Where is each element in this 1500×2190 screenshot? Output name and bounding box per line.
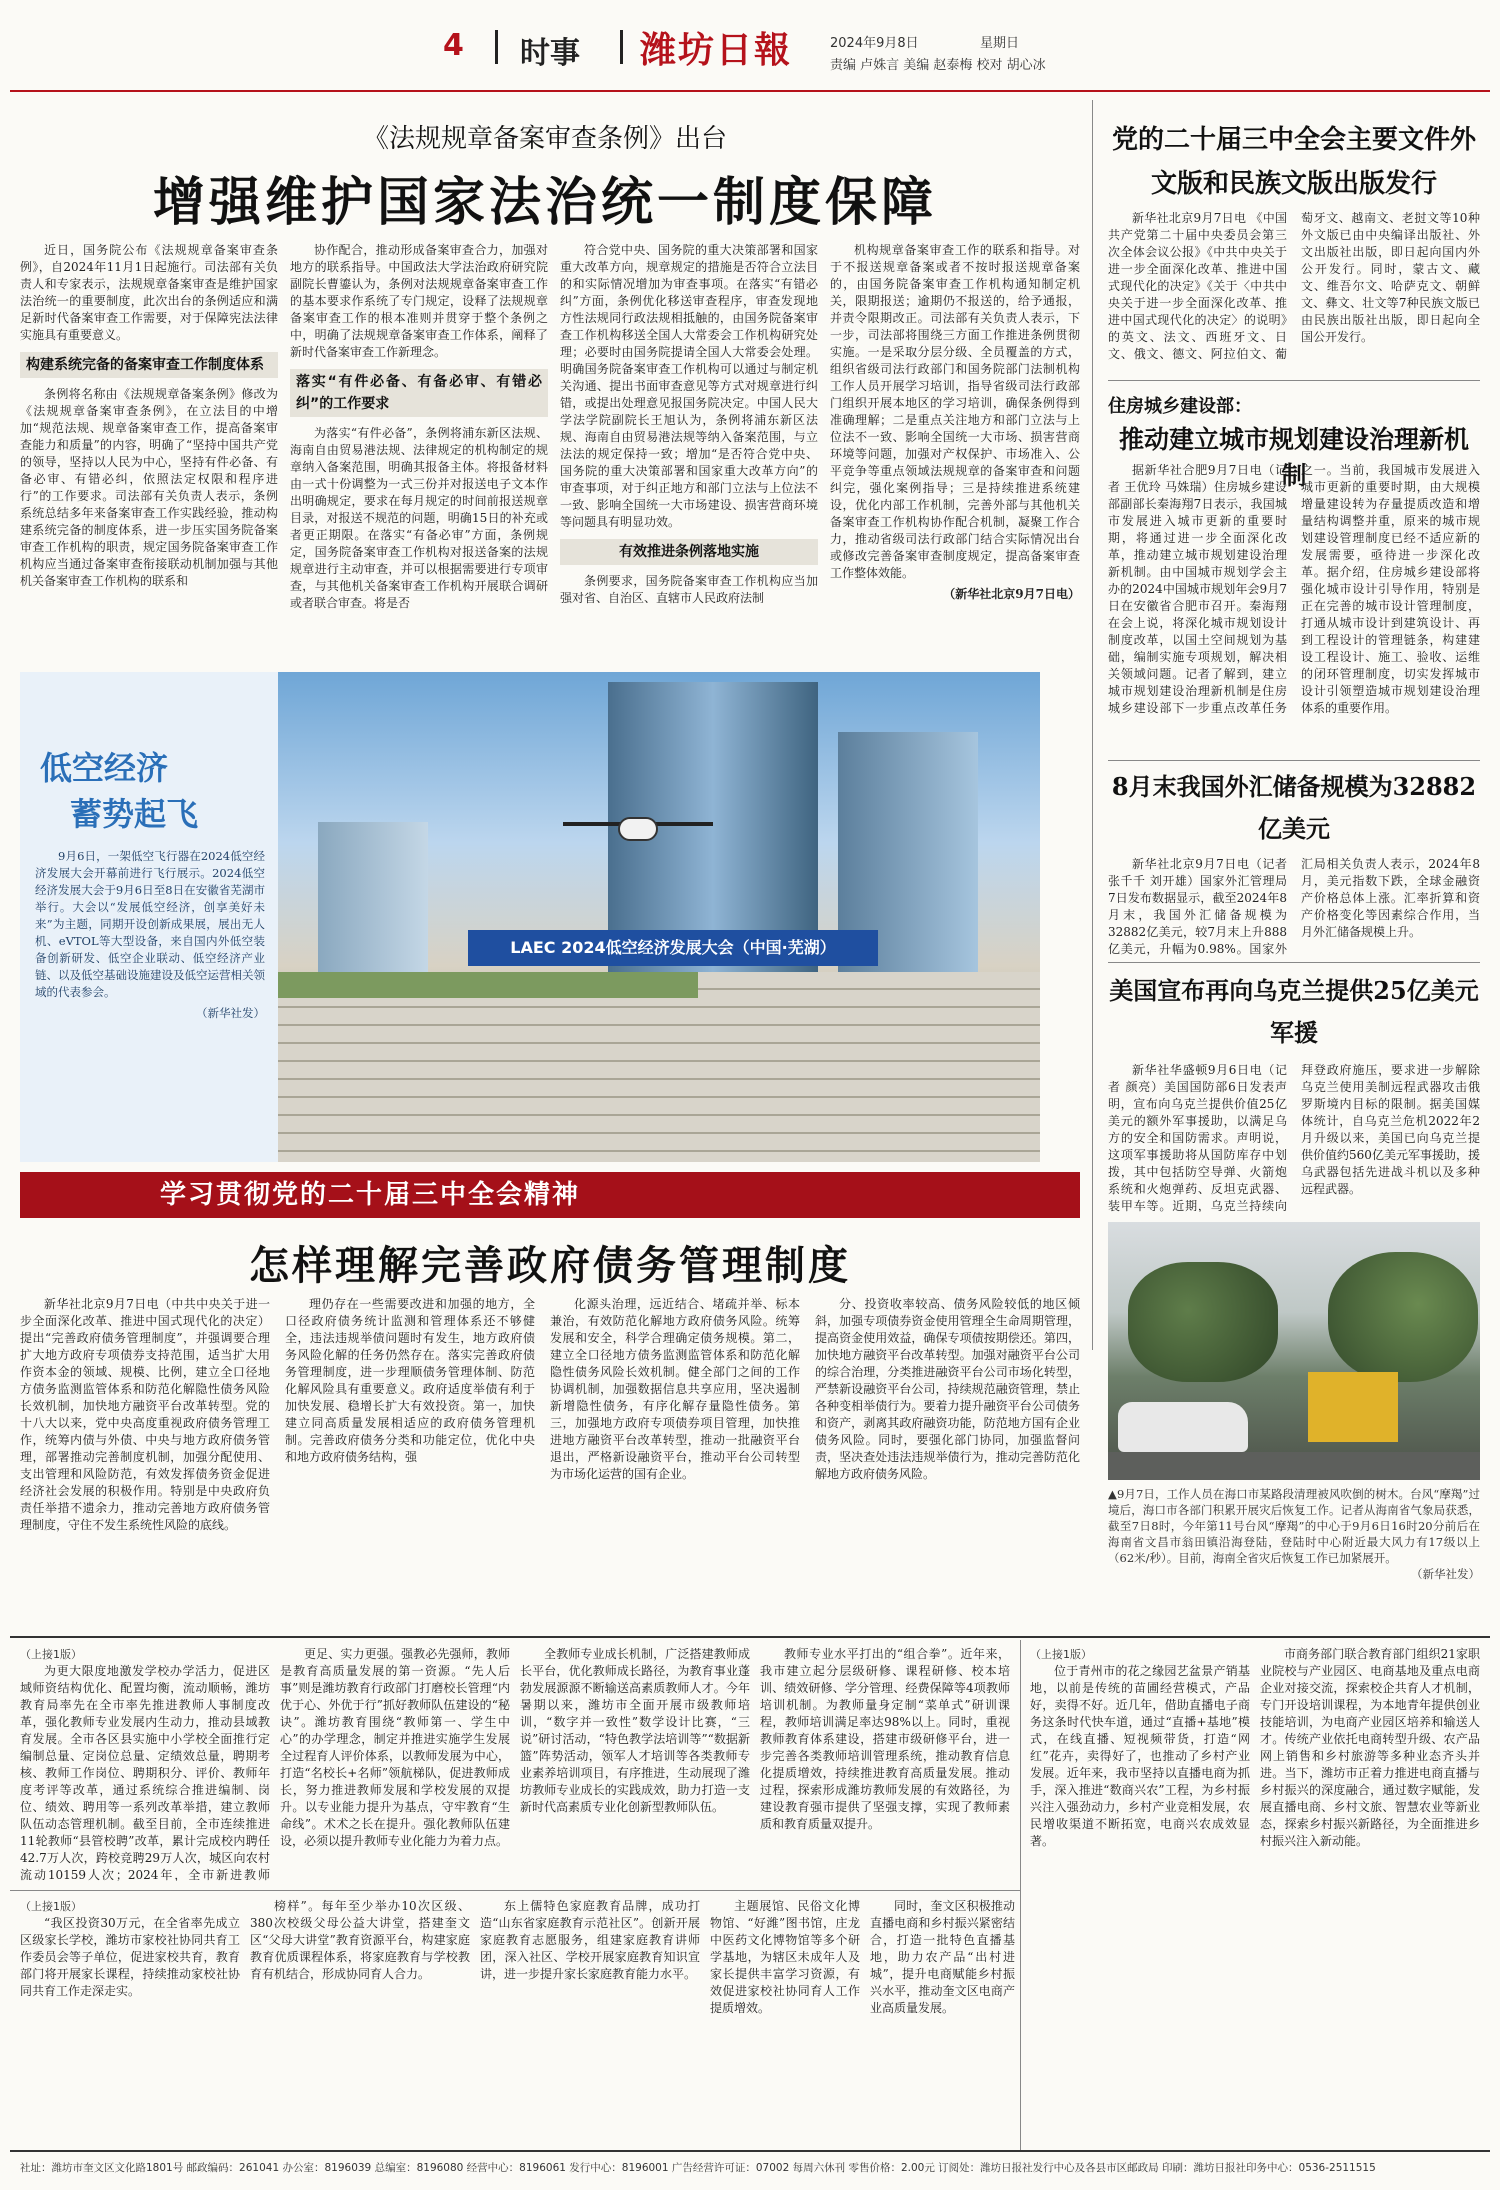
fallen-tree xyxy=(1328,1252,1478,1382)
paper-logo: 潍坊日報 xyxy=(640,29,793,71)
lead-body-2b: 为落实“有件必备”，条例将浦东新区法规、海南自由贸易港法规、法律规定的机构制定的规章纳入备案范围，明确其报备主体。将报备材料由一式十份调整为一式三份并对报送电子文本作出明确规定，要求在每月规定的时间前报送规章目录，对报送不规范的问题，明确15日的补充或者更正期限。在落实“有备必审”方面，条例规定，国务院备案审查工作机构对报送备案的法规规章进行主动审查，并可以根据需要进行专项审查，与其他机关备案审查工作机构开展联合调研或者联合审查。将是否 xyxy=(290,426,548,610)
typhoon-credit: （新华社发） xyxy=(1411,1567,1480,1581)
issue-date: 2024年9月8日 xyxy=(830,36,919,51)
lead-column-3 xyxy=(560,242,818,652)
lead-body-3: 符合党中央、国务院的重大决策部署和国家重大改革方向，规章规定的措施是否符合立法目的和实际情况增加为审查事项。在落实“有错必纠”方面，条例优化移送审查程序，审查发现地方性法规同行政法规相抵触的，由国务院备案审查工作机构移送全国人大常委会工作机构研究处理；必要时由国务院提请全国人大常委会处理。明确国务院备案审查工作机构可以通过与制定机关沟通、提出书面审查意见等方式对规章进行纠错，或提出处理意见报国务院决定。中国人民大学法学院副院长王旭认为，条例将浦东新区法规、海南自由贸易港法规等纳入备案范围，与立法法的规定保持一致；增加“是否符合党中央、国务院的重大决策部署和国家重大改革方向”的审查事项，对于纠正地方和部门立法与上位法不一致、影响全国统一大市场建设、损害营商环境等问题具有明显功效。 xyxy=(560,243,818,529)
story1-body xyxy=(1108,210,1480,370)
photo-story-title-line-1: 低空经济 xyxy=(40,749,169,787)
masthead-divider xyxy=(495,30,498,64)
lower-left-text-4: 教师专业水平打出的“组合拳”。近年来，我市建立起分层级研修、课程研修、校本培训、绩效研修、学分管理、经费保障等4项教师培训机制。为教师量身定制“菜单式”研训课程，教师培训满足率达98%以上。同时，重视教师教育体系建设，搭建市级研修平台，进一步完善各类教师培训管理系统，推动教育信息化提质增效，持续推进教育高质量发展。推动过程，探索形成潍坊教师发展的有效路径，为建设教育强市提供了坚强支撑，实现了教师素质和教育质量双提升。 xyxy=(760,1647,1010,1831)
bottom-right-text-1: 同时，奎文区积极推动直播电商和乡村振兴紧密结合，打造一批特色直播基地，助力农产品“出村进城”，提升电商赋能乡村振兴水平，推动奎文区电商产业高质量发展。 xyxy=(870,1899,1015,2015)
story-divider xyxy=(1108,760,1480,761)
lower-right-text-1: 位于青州市的花之缘园艺盆景产销基地，以前是传统的苗圃经营模式，产品好，卖得不好。近几年，借助直播电子商务这条时代快车道，通过“直播+基地”模式，在线直播、短视频带货，打造“网红”花卉，卖得好了，也推动了乡村产业发展。近年来，我市坚持以直播电商为抓手，深入推进“数商兴农”工程，为乡村振兴注入强劲动力，乡村产业竞相发展，农民增收渠道不断拓宽，电商兴农成效显著。 xyxy=(1030,1664,1250,1848)
photo-story-credit: （新华社发） xyxy=(196,1006,265,1020)
lower-left-col-3 xyxy=(520,1646,750,1881)
story3-headline: 8月末我国外汇储备规模为32882亿美元 xyxy=(1111,772,1477,843)
study-banner xyxy=(20,1172,1080,1218)
lower-left-text-2: 更足、实力更强。强教必先强师，教师是教育高质量发展的第一资源。“先人后事”则是潍坊教育行政部门打磨校长管理“内优于心、外优于行”抓好教师队伍建设的“秘诀”。潍坊教育围绕“教师第一、学生中心”的办学理念，制定并推进实施学生发展全过程育人评价体系，以教师发展为中心，打造“名校长+名师”领航梯队，促进教师成长，努力推进教师发展和学校发展的双提升。以专业能力提升为基点，守牢教育“生命线”。术术之长在提升。强化教师队伍建设，必须以提升教师专业化能力为着力点。 xyxy=(280,1647,510,1848)
lead-column-4 xyxy=(830,242,1080,652)
study-column-3 xyxy=(550,1296,800,1626)
footer-info: 社址：潍坊市奎文区文化路1801号 邮政编码：261041 办公室：8196039 总编室：8196080 经营中心：8196061 发行中心：8196001 广告经营许可证：07002 每周六休刊 零售价格：2.00元 订阅处：潍坊日报社发行中心及各县市区邮政局 印刷：潍坊日报社印务中心：0536-2511515 xyxy=(20,2162,1376,2174)
bottom-left-text-4: 主题展馆、民俗文化博物馆、“好潍”图书馆，庄龙中医药文化博物馆等多个研学基地，为辖区未成年人及家长提供丰富学习资源，有效促进家校社协同育人工作提质增效。 xyxy=(710,1899,860,2015)
lower-left-text-3: 全教师专业成长机制，广泛搭建教师成长平台，优化教师成长路径，为教育事业蓬勃发展源源不断输送高素质教师人才。今年暑期以来，潍坊市全面开展市级教师培训，“数字并一致性”数学设计比赛，“三说”研讨活动，“特色教学法培训等”“数据新篮”阵势活动，领军人才培训等各类教师专业素养培训项目，有序推进，生动展现了潍坊教师专业成长的实践成效，助力打造一支新时代高素质专业化创新型教师队伍。 xyxy=(520,1647,750,1814)
study-body-1: 新华社北京9月7日电（中共中央关于进一步全面深化改革、推进中国式现代化的决定）提出“完善政府债务管理制度”，并强调要合理扩大地方政府专项债券支持范围，适当扩大用作资本金的领域、规模、比例，建立全口径地方债务监测监管体系和防范化解隐性债务风险长效机制，加快地方融资平台改革转型。党的十八大以来，党中央高度重视政府债务管理工作，统筹内债与外债、中央与地方政府债务管理，部署推动完善制度机制，加强分配使用、支出管理和风险防范，有效发挥债务资金促进经济社会发展的积极作用。特别是中央政府负责任举措不遗余力，推动完善地方政府债务管理制度，守住不发生系统性风险的底线。 xyxy=(20,1297,270,1532)
story2-kicker: 住房城乡建设部： xyxy=(1108,396,1252,417)
lead-credit: （新华社北京9月7日电） xyxy=(943,587,1080,601)
masthead-rule xyxy=(10,90,1490,92)
story2-text: 据新华社合肥9月7日电（记者 王优玲 马姝瑞）住房城乡建设部副部长秦海翔7日表示，我国城市发展进入城市更新的重要时期，将通过进一步全面深化改革，推动建立城市规划建设治理新机制。由中国城市规划学会主办的2024中国城市规划年会9月7日在安徽省合肥市召开。秦海翔在会上说，将深化城市规划设计制度改革，以国土空间规划为基础，编制实施专项规划，解决相关领域问题。记者了解到，建立城市规划建设治理新机制是住房城乡建设部下一步重点改革任务之一。当前，我国城市发展进入城市更新的重要时期，由大规模增量建设转为存量提质改造和增量结构调整并重，原来的城市规划建设管理制度已经不适应新的发展需要，亟待进一步深化改革。据介绍，住房城乡建设部将强化城市设计引导作用，特别是正在完善的城市设计管理制度，打通从城市设计到建筑设计、再到工程设计的管理链条，构建建设工程设计、施工、验收、运维的闭环管理制度，切实发挥城市设计引领塑造城市规划建设治理体系的重要作用。 xyxy=(1108,463,1480,715)
lead-body-3b: 条例要求，国务院备案审查工作机构应当加强对省、自治区、直辖市人民政府法制 xyxy=(560,574,818,605)
photo-story-caption xyxy=(35,848,265,1118)
bottom-left-col-1 xyxy=(20,1898,240,2130)
lead-column-2 xyxy=(290,242,548,652)
fallen-tree xyxy=(1128,1262,1278,1382)
lower-left-col-1 xyxy=(20,1646,270,1881)
lead-subhead-2: 落实“有件必备、有备必审、有错必纠”的工作要求 xyxy=(290,369,548,417)
lead-kicker: 《法规规章备案审查条例》出台 xyxy=(362,124,727,154)
parked-car xyxy=(1118,1402,1248,1452)
story2-headline: 推动建立城市规划建设治理新机制 xyxy=(1118,425,1469,490)
issue-weekday: 星期日 xyxy=(980,36,1020,51)
story2-body xyxy=(1108,462,1480,752)
typhoon-photo xyxy=(1108,1222,1480,1480)
story4-body xyxy=(1108,1062,1480,1212)
masthead-divider xyxy=(620,30,623,64)
story3-body xyxy=(1108,856,1480,956)
crane-truck xyxy=(1308,1372,1398,1442)
typhoon-caption xyxy=(1108,1486,1480,1626)
study-body-4: 分、投资收率较高、债务风险较低的地区倾斜，加强专项债券资金使用管理全生命周期管理，提高资金使用效益，确保专项债按期偿还。第四，加快地方融资平台改革转型。加强对融资平台公司的综合治理，分类推进融资平台公司市场化转型，严禁新设融资平台公司，持续规范融资管理，禁止各种变相举债行为。要着力提升融资平台公司债务和资产，剥离其政府融资功能，防范地方国有企业债务风险。同时，要强化部门协同，加强监督问责，坚决查处违法违规举债行为，推动完善防范化解地方政府债务风险。 xyxy=(815,1297,1080,1481)
bottom-left-col-2 xyxy=(250,1898,470,2130)
event-banner: LAEC 2024低空经济发展大会（中国·芜湖） xyxy=(468,930,878,966)
story1-text: 新华社北京9月7日电 《中国共产党第二十届中央委员会第三次全体会议公报》《中共中央关于进一步全面深化改革、推进中国式现代化的决定》《关于〈中共中央关于进一步全面深化改革、推进中国式现代化的决定〉的说明》的英文、法文、西班牙文、日文、俄文、德文、阿拉伯文、葡萄牙文、越南文、老挝文等10种外文版已由中央编译出版社、外文出版社出版，即日起向国内外公开发行。同时，蒙古文、藏文、维吾尔文、哈萨克文、朝鲜文、彝文、壮文等7种民族文版已由民族出版社出版，即日起向全国公开发行。 xyxy=(1108,211,1480,361)
story3-text: 新华社北京9月7日电（记者 张千千 刘开雄）国家外汇管理局7日发布数据显示，截至2024年8月末，我国外汇储备规模为32882亿美元，较7月末上升888亿美元，升幅为0.98%。国家外汇局相关负责人表示，2024年8月，美元指数下跌，全球金融资产价格总体上涨。汇率折算和资产价格变化等因素综合作用，当月外汇储备规模上升。 xyxy=(1108,857,1480,956)
column-rule xyxy=(1020,1640,1021,2150)
lead-body-4: 机构规章备案审查工作的联系和指导。对于不报送规章备案或者不按时报送规章备案的，由国务院备案审查工作机构通知制定机关，限期报送；逾期仍不报送的，给予通报，并责令限期改正。司法部有关负责人表示，下一步，司法部将围绕三方面工作推进条例贯彻实施。一是采取分层分级、全员覆盖的方式，组织省级司法行政部门和国务院部门法制机构工作人员开展学习培训，指导省级司法行政部门组织开展本地区的学习培训，确保条例得到准确理解；二是重点关注地方和部门立法与上位法不一致、影响全国统一大市场、损害营商环境等问题，加强对产权保护、市场准入、公平竞争等重点领域法规规章的备案审查和问题纠完，强化案例指导；三是持续推进系统建设，优化内部工作机制，完善外部与其他机关备案审查工作机构协作配合机制，凝聚工作合力，推动省级司法行政部门结合实际情况出台或修改完善备案审查制度规定，提高备案审查工作整体效能。 xyxy=(830,243,1080,580)
bottom-left-text-3: 东上儒特色家庭教育品牌，成功打造“山东省家庭教育示范社区”。创新开展家庭教育志愿服务，组建家庭教育讲师团，深入社区、学校开展家庭教育知识宣讲，进一步提升家长家庭教育能力水平。 xyxy=(480,1899,700,1981)
green-roof xyxy=(278,972,698,998)
lead-headline: 增强维护国家法治统一制度保障 xyxy=(152,172,937,233)
study-body-3: 化源头治理，远近结合、堵疏并举、标本兼治，有效防范化解地方政府债务风险。统筹发展和安全，科学合理确定债务规模。第二，建立全口径地方债务监测监管体系和防范化解隐性债务风险长效机制。健全部门之间的工作协调机制，加强数据信息共享应用，坚决遏制新增隐性债务，有序化解存量隐性债务。第三，加强地方政府专项债券项目管理，加快推进地方融资平台改革转型，推动一批融资平台退出，严格新设融资平台，推动平台公司转型为市场化运营的国有企业。 xyxy=(550,1297,800,1481)
bottom-left-text-1: “我区投资30万元，在全省率先成立区级家长学校，潍坊市家校社协同共育工作委员会等子单位，促进家校共育，教育部门将开展家长课程，持续推动家校社协同共育工作走深走实。 xyxy=(20,1916,240,1998)
section-title: 时事 xyxy=(520,36,580,71)
typhoon-caption-text: ▲9月7日，工作人员在海口市某路段清理被风吹倒的树木。台风“摩羯”过境后，海口市各部门积累开展灾后恢复工作。记者从海南省气象局获悉，截至7日8时，今年第11号台风“摩羯”的中心于9月6日16时20分前后在海南省文昌市翁田镇沿海登陆，登陆时中心附近最大风力有17级以上（62米/秒）。目前，海南全省灾后恢复工作已加紧展开。 xyxy=(1108,1487,1480,1565)
photo-story-title xyxy=(40,745,198,837)
photo-story-caption-text: 9月6日，一架低空飞行器在2024低空经济发展大会开幕前进行飞行展示。2024低空经济发展大会于9月6日至8日在安徽省芜湖市举行。大会以“发展低空经济，创享美好未来”为主题，同期开设创新成果展，展出无人机、eVTOL等大型设备，来自国内外低空装备创新研发、低空企业联动、低空经济产业链、以及低空基础设施建设及低空运营相关领域的代表参会。 xyxy=(35,849,265,999)
study-banner-text: 学习贯彻党的二十届三中全会精神 xyxy=(160,1180,581,1210)
story1-headline: 党的二十届三中全会主要文件外文版和民族文版出版发行 xyxy=(1111,125,1476,199)
bottom-right-col-1 xyxy=(870,1898,1015,2130)
masthead xyxy=(0,0,1500,80)
story-divider xyxy=(1108,962,1480,963)
bottom-left-text-2: 榜样”。每年至少举办10次区级、380次校级父母公益大讲堂，搭建奎文区“父母大讲堂”教育资源平台，构建家庭教育优质课程体系，将家庭教育与学校教育有机结合，形成协同育人合力。 xyxy=(250,1899,470,1981)
continued-label: （上接1版） xyxy=(1030,1648,1092,1661)
footer-rule xyxy=(10,2150,1490,2152)
lead-body-1: 条例将名称由《法规规章备案条例》修改为《法规规章备案审查条例》，在立法目的中增加“规范法规、规章备案审查工作，提高备案审查能力和质量”的内容，明确了“坚持中国共产党的领导，坚持以人民为中心，坚持有件必备、有备必审、有错必纠，依照法定权限和程序进行”的工作要求。司法部有关负责人表示，条例系统总结多年来备案审查工作实践经验，推动构建系统完备的制度体系，进一步压实国务院备案审查工作机构的职责，规定国务院备案审查工作机构应当通过备案审查衔接联动机制加强与其他机关备案审查工作机构的联系和 xyxy=(20,387,278,588)
lead-intro: 近日，国务院公布《法规规章备案审查条例》，自2024年11月1日起施行。司法部有关负责人和专家表示，法规规章备案审查是维护国家法治统一的重要制度，此次出台的条例适应和满足新时代备案审查工作需要，对于保障宪法法律实施具有重要意义。 xyxy=(20,243,278,342)
continued-label: （上接1版） xyxy=(20,1900,82,1913)
lower-left-col-4 xyxy=(760,1646,1010,1881)
lower-right-text-2: 市商务部门联合教育部门组织21家职业院校与产业园区、电商基地及重点电商企业对接交流，探索校企共育人才机制，专门开设培训课程，为本地青年提供创业技能培训，为电商产业园区培养和输送人才。传统产业依托电商转型升级、农产品网上销售和乡村旅游等多种业态齐头并进。当下，潍坊市正着力推进电商直播与乡村振兴的深度融合，通过数字赋能，发展直播电商、乡村文旅、智慧农业等新业态，探索乡村振兴新路径，为全面推进乡村振兴注入新动能。 xyxy=(1260,1647,1480,1848)
lead-subhead-1: 构建系统完备的备案审查工作制度体系 xyxy=(20,352,278,378)
lower-right-col-2 xyxy=(1260,1646,1480,2126)
story4-text: 新华社华盛顿9月6日电（记者 颜亮）美国国防部6日发表声明，宣布向乌克兰提供价值25亿美元的额外军事援助，以满足乌方的安全和国防需求。声明说，这项军事援助将从国防库存中划拨，其中包括防空导弹、火箭炮系统和火炮弹药、反坦克武器、装甲车等。近期，乌克兰持续向拜登政府施压，要求进一步解除乌克兰使用美制远程武器攻击俄罗斯境内目标的限制。据美国媒体统计，自乌克兰危机2022年2月升级以来，美国已向乌克兰提供价值约560亿美元军事援助，援乌武器包括先进战斗机以及多种远程武器。 xyxy=(1108,1063,1480,1212)
study-column-4 xyxy=(815,1296,1080,1626)
section-rule xyxy=(10,1890,1020,1891)
study-headline: 怎样理解完善政府债务管理制度 xyxy=(249,1242,851,1289)
study-column-1 xyxy=(20,1296,270,1626)
bottom-left-col-3 xyxy=(480,1898,700,2130)
editor-credits: 责编 卢姝言 美编 赵泰梅 校对 胡心冰 xyxy=(830,58,1046,73)
continued-label: （上接1版） xyxy=(20,1648,82,1661)
lower-left-text-1: 为更大限度地激发学校办学活力，促进区域师资结构优化、配置均衡，流动顺畅，潍坊教育局率先在全市率先推进教师人事制度改革，强化教师专业发展内生动力，推动县域教育发展。全市各区县实施中小学校全面推行定编制总量、定岗位总量、定绩效总量，聘期考核、教师工作岗位、聘期积分、评价、教师年度考评等改革，通过系统综合推进编制、岗位、绩效、聘用等一系列改革举措，建立教师队伍动态管理机制。截至目前，全市连续推进11轮教师“县管校聘”改革，累计完成校内聘任42.7万人次，跨校竞聘29万人次，城区向农村流动10159人次；2024年，全市新进教师 xyxy=(20,1664,270,1881)
column-rule xyxy=(1092,100,1093,1350)
evtol-drone xyxy=(563,812,713,852)
road-surface xyxy=(1108,1452,1480,1480)
story4-headline: 美国宣布再向乌克兰提供25亿美元军援 xyxy=(1109,976,1479,1047)
lead-subhead-3: 有效推进条例落地实施 xyxy=(560,539,818,565)
lead-body-2: 协作配合，推动形成备案审查合力，加强对地方的联系指导。中国政法大学法治政府研究院副院长曹鎏认为，条例对法规规章备案审查工作的基本要求作系统了专门规定，设释了法规规章备案审查工作的根本准则并贯穿于整个条例之中，明确了法规规章备案审查工作体系，阐释了新时代备案审查工作新理念。 xyxy=(290,243,548,359)
low-altitude-photo xyxy=(278,672,1040,1162)
lower-right-col-1 xyxy=(1030,1646,1250,2126)
drone-body xyxy=(618,817,658,841)
study-body-2: 理仍存在一些需要改进和加强的地方，全口径政府债务统计监测和管理体系还不够健全，违法违规举债问题时有发生，地方政府债务风险化解的任务仍然存在。落实完善政府债务管理制度，进一步理顺债务管理体制、防范化解风险具有重要意义。政府适度举债有利于加快发展、稳增长扩大有效投资。第一，加快建立同高质量发展相适应的政府债务管理机制。完善政府债务分类和功能定位，优化中央和地方政府债务结构，强 xyxy=(285,1297,535,1464)
lower-left-col-2 xyxy=(280,1646,510,1881)
bottom-left-col-4 xyxy=(710,1898,860,2130)
page-number: 4 xyxy=(443,28,464,63)
photo-story-title-line-2: 蓄势起飞 xyxy=(70,795,199,833)
study-column-2 xyxy=(285,1296,535,1626)
lead-column-1 xyxy=(20,242,278,652)
section-rule xyxy=(10,1636,1490,1638)
expo-building xyxy=(278,972,1040,1162)
story-divider xyxy=(1108,380,1480,381)
